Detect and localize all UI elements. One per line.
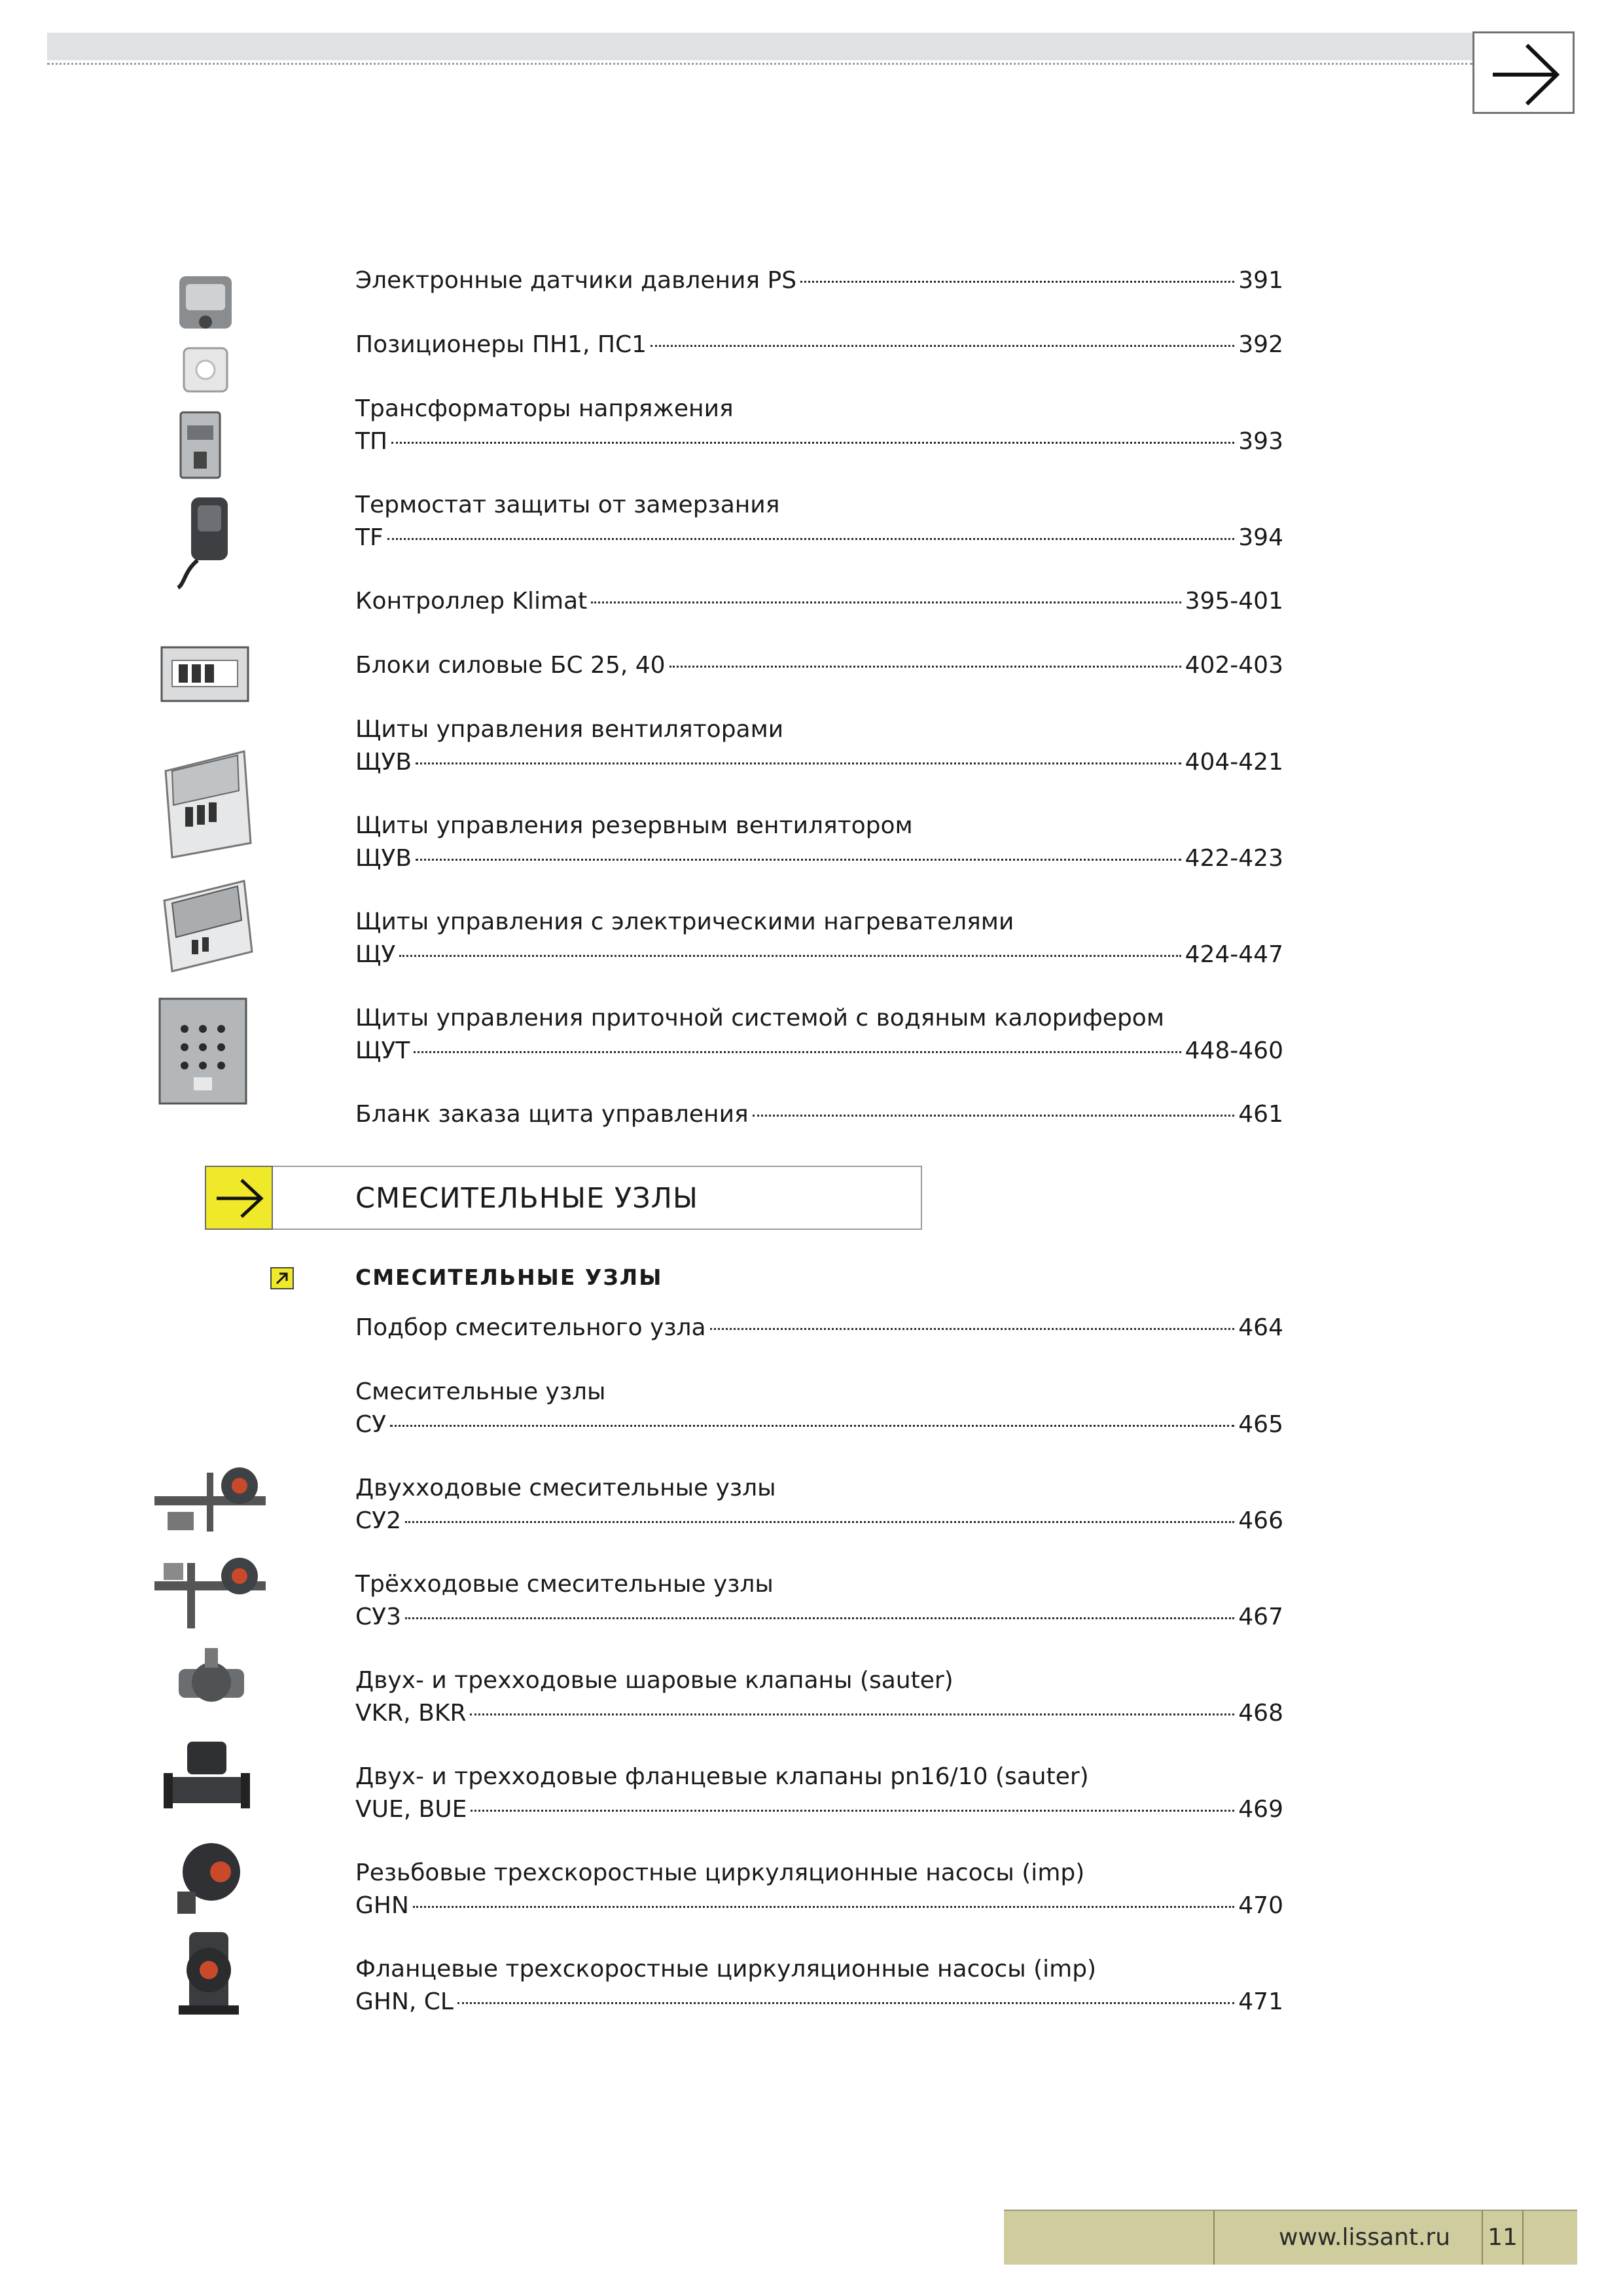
three-way-mixing-unit-image [148, 1550, 272, 1635]
toc-page-number: 424-447 [1185, 941, 1283, 968]
dot-leader [405, 1521, 1234, 1523]
right-arrow-icon [214, 1177, 266, 1219]
toc-entry[interactable] [355, 1857, 1283, 1922]
toc-entry[interactable] [355, 1312, 1283, 1344]
right-arrow-icon [1488, 40, 1563, 109]
ball-valve-image [172, 1643, 251, 1715]
dot-leader [471, 1810, 1234, 1812]
toc-entry[interactable] [355, 1761, 1283, 1826]
toc-page-number: 465 [1238, 1411, 1283, 1438]
toc-entry[interactable] [355, 649, 1283, 682]
flange-pump-image [166, 1927, 251, 2018]
dot-leader [391, 442, 1234, 444]
toc-entry-title: Смесительные узлы [355, 1378, 606, 1405]
toc-page-number: 394 [1238, 524, 1283, 551]
dot-leader [399, 955, 1181, 957]
dot-leader [457, 2002, 1234, 2004]
section-title: СМЕСИТЕЛЬНЫЕ УЗЛЫ [355, 1182, 698, 1215]
dot-leader [416, 762, 1181, 764]
toc-entry[interactable] [355, 393, 1283, 458]
dot-leader [753, 1115, 1235, 1117]
supply-control-panel-image [157, 996, 249, 1106]
toc-entry-title: Двухходовые смесительные узлы [355, 1475, 776, 1501]
toc-page-number: 402-403 [1185, 652, 1283, 679]
footer-bar [1004, 2210, 1577, 2265]
section-arrow-button[interactable] [205, 1166, 273, 1230]
dot-leader [710, 1328, 1235, 1330]
toc-page-number: 391 [1238, 267, 1283, 294]
toc-entry-title: Щиты управления резервным вентилятором [355, 812, 913, 839]
dot-leader [800, 281, 1234, 283]
toc-page-number: 469 [1238, 1796, 1283, 1823]
dot-leader [669, 666, 1181, 668]
toc-entry-code: ЩУВ [355, 845, 412, 872]
toc-entry-title: Электронные датчики давления PS [355, 267, 797, 294]
toc-page-number: 461 [1238, 1101, 1283, 1128]
toc-entry-code: GHN [355, 1892, 409, 1919]
toc-entry-code: СУ [355, 1411, 387, 1438]
toc-entry-title: Двух- и трехходовые шаровые клапаны (sauter) [355, 1667, 954, 1694]
toc-entry[interactable] [355, 1472, 1283, 1537]
toc-entry-code: ЩУВ [355, 749, 412, 776]
toc-page-number: 395-401 [1185, 588, 1283, 615]
toc-entry-code: GHN, CL [355, 1988, 454, 2015]
toc-entry-code: ЩУТ [355, 1037, 410, 1064]
toc-entry-code: ЩУ [355, 941, 396, 968]
website-link[interactable]: www.lissant.ru [1279, 2224, 1451, 2251]
toc-entry-title: Фланцевые трехскоростные циркуляционные насосы (imp) [355, 1956, 1097, 1982]
subsection-title: СМЕСИТЕЛЬНЫЕ УЗЛЫ [355, 1265, 663, 1290]
toc-page-number: 467 [1238, 1604, 1283, 1630]
toc-entry-code: TF [355, 524, 383, 551]
toc-entry-title: Позиционеры ПН1, ПС1 [355, 331, 647, 358]
toc-entry[interactable] [355, 1568, 1283, 1634]
power-block-image [159, 645, 251, 704]
toc-page-number: 468 [1238, 1700, 1283, 1727]
dot-leader [591, 601, 1181, 603]
header-dotted-rule [47, 63, 1472, 65]
toc-entry[interactable] [355, 329, 1283, 361]
toc-entry-title: Подбор смесительного узла [355, 1314, 706, 1341]
diagonal-arrow-icon [270, 1267, 294, 1289]
toc-entry-title: Щиты управления приточной системой с водяным калорифером [355, 1005, 1164, 1031]
toc-page-number: 392 [1238, 331, 1283, 358]
toc-entry-title: Бланк заказа щита управления [355, 1101, 749, 1128]
toc-entry-code: VUE, BUE [355, 1796, 467, 1823]
toc-entry[interactable] [355, 906, 1283, 971]
dot-leader [390, 1425, 1234, 1427]
transformer-image [168, 406, 233, 484]
toc-entry-title: Термостат защиты от замерзания [355, 492, 780, 518]
toc-entry[interactable] [355, 489, 1283, 554]
header-bar [47, 33, 1472, 60]
dot-leader [387, 538, 1235, 540]
toc-page-number: 471 [1238, 1988, 1283, 2015]
toc-entry-code: ТП [355, 428, 388, 455]
toc-page-number: 470 [1238, 1892, 1283, 1919]
dot-leader [651, 345, 1234, 347]
toc-entry-title: Резьбовые трехскоростные циркуляционные насосы (imp) [355, 1859, 1085, 1886]
toc-entry[interactable] [355, 1098, 1283, 1131]
dot-leader [414, 1051, 1181, 1053]
next-section-button[interactable] [1472, 31, 1575, 114]
toc-entry[interactable] [355, 264, 1283, 297]
dot-leader [413, 1906, 1234, 1908]
toc-entry-title: Двух- и трехходовые фланцевые клапаны pn16/10 (sauter) [355, 1763, 1089, 1790]
toc-entry[interactable] [355, 810, 1283, 875]
toc-page-number: 393 [1238, 428, 1283, 455]
threaded-pump-image [166, 1833, 251, 1918]
toc-page-number: 404-421 [1185, 749, 1283, 776]
toc-entry-title: Трёхходовые смесительные узлы [355, 1571, 774, 1598]
flange-valve-image [161, 1738, 253, 1816]
toc-entry[interactable] [355, 1664, 1283, 1730]
toc-entry[interactable] [355, 1376, 1283, 1441]
dot-leader [470, 1713, 1234, 1715]
toc-entry[interactable] [355, 585, 1283, 618]
two-way-mixing-unit-image [148, 1460, 272, 1545]
toc-entry-code: VKR, BKR [355, 1700, 467, 1727]
toc-entry[interactable] [355, 713, 1283, 779]
toc-entry-title: Блоки силовые БС 25, 40 [355, 652, 666, 679]
toc-page-number: 466 [1238, 1507, 1283, 1534]
fan-control-panel-image [159, 745, 257, 863]
toc-page-number: 464 [1238, 1314, 1283, 1341]
page-number: 11 [1488, 2224, 1518, 2251]
dot-leader [405, 1617, 1234, 1619]
toc-entry-title: Контроллер Klimat [355, 588, 588, 615]
toc-entry-code: СУ3 [355, 1604, 401, 1630]
toc-page-number: 422-423 [1185, 845, 1283, 872]
footer-divider [1213, 2211, 1215, 2265]
pressure-sensor-image [161, 270, 240, 401]
heater-control-panel-image [159, 874, 257, 979]
toc-entry[interactable] [355, 1953, 1283, 2018]
toc-entry[interactable] [355, 1002, 1283, 1067]
frost-thermostat-image [171, 492, 243, 590]
toc-entry-title: Щиты управления вентиляторами [355, 716, 784, 743]
footer-divider [1522, 2211, 1524, 2265]
toc-page-number: 448-460 [1185, 1037, 1283, 1064]
toc-entry-title: Трансформаторы напряжения [355, 395, 734, 422]
toc-entry-code: СУ2 [355, 1507, 401, 1534]
dot-leader [416, 859, 1181, 861]
toc-entry-title: Щиты управления с электрическими нагревателями [355, 908, 1014, 935]
